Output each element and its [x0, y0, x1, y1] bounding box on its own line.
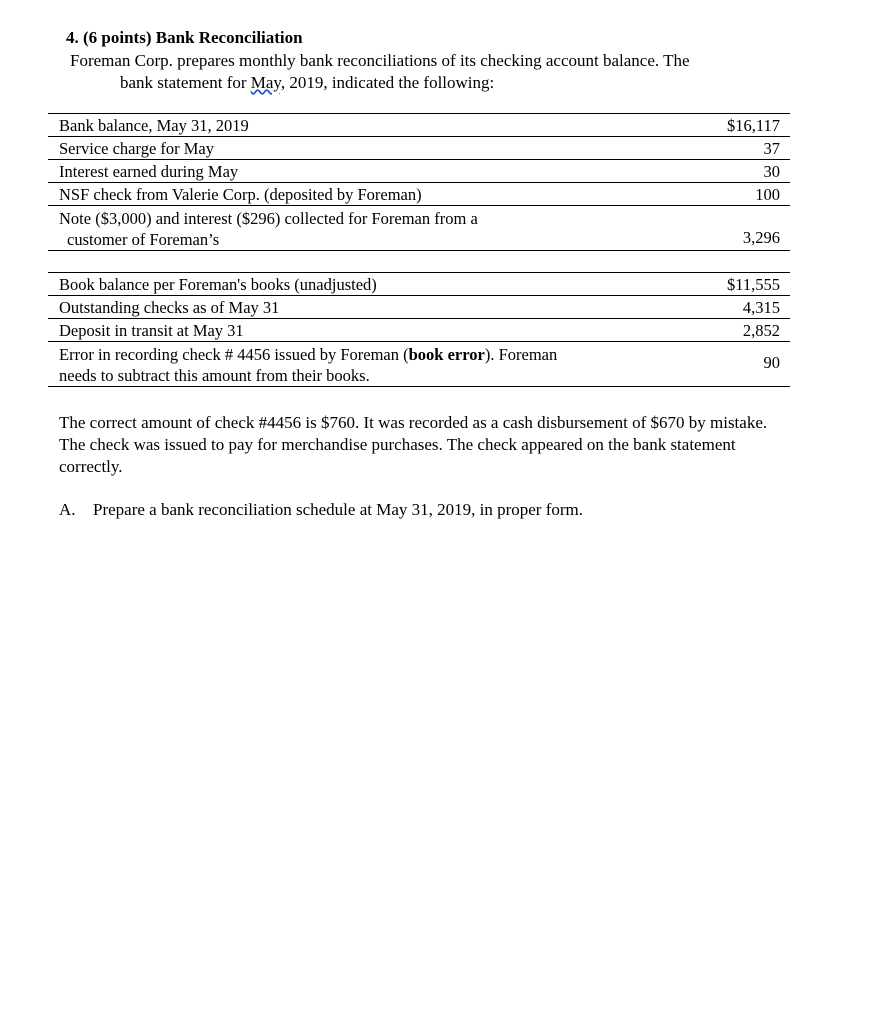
note-label: [59, 208, 478, 250]
row-amount: $11,555: [726, 275, 780, 294]
table-row: [48, 319, 790, 342]
row-label: Outstanding checks as of May 31: [59, 298, 280, 317]
row-label: Service charge for May: [59, 139, 215, 158]
row-amount: 30: [763, 162, 780, 181]
error-line-2: needs to subtract this amount from their books.: [59, 366, 370, 385]
note-line-1: Note ($3,000) and interest ($296) collected for Foreman from a: [59, 209, 478, 228]
row-amount: 2,852: [742, 321, 780, 340]
intro-line-2: [120, 72, 494, 94]
error-line-1-start: Error in recording check # 4456 issued by Foreman (: [59, 345, 409, 364]
table-row: [48, 114, 790, 137]
table-row: [48, 160, 790, 183]
error-line-1-bold: book error: [408, 345, 485, 364]
table-row: [48, 273, 790, 296]
row-amount: 100: [755, 185, 780, 204]
row-amount: $16,117: [726, 116, 780, 135]
question-text: Prepare a bank reconciliation schedule at May 31, 2019, in proper form.: [93, 500, 584, 519]
row-label: Book balance per Foreman's books (unadjusted): [59, 275, 377, 294]
problem-title: 4. (6 points) Bank Reconciliation: [66, 28, 303, 47]
table-row: [48, 296, 790, 319]
row-label: NSF check from Valerie Corp. (deposited by Foreman): [59, 185, 422, 204]
error-line-1-end: ). Foreman: [484, 345, 558, 364]
row-label: Interest earned during May: [59, 162, 239, 181]
table-row: [48, 137, 790, 160]
question-letter: A.: [59, 500, 76, 519]
bank-statement-table: [48, 113, 790, 251]
intro-month-flagged: May,: [250, 73, 286, 92]
note-line-2: customer of Foreman’s: [67, 230, 220, 249]
intro-line-2-end: 2019, indicated the following:: [285, 73, 495, 92]
table-row: [48, 183, 790, 206]
row-label: Bank balance, May 31, 2019: [59, 116, 249, 135]
intro-line-1: Foreman Corp. prepares monthly bank reconciliations of its checking account balance. The: [70, 51, 690, 70]
explanation-paragraph: [59, 412, 779, 478]
book-records-table: [48, 272, 790, 387]
error-amount: 90: [763, 353, 780, 372]
error-label: [59, 344, 557, 386]
row-amount: 4,315: [742, 298, 780, 317]
table-row-note: [48, 206, 790, 251]
table-row-error: [48, 342, 790, 387]
row-label: Deposit in transit at May 31: [59, 321, 244, 340]
question-a: [59, 499, 583, 521]
explanation-text: The correct amount of check #4456 is $760. It was recorded as a cash disbursement of $670 by mistake. The check was issued to pay for merchandise purchases. The check appeared on the bank statement correctly.: [59, 413, 768, 476]
row-amount: 37: [763, 139, 780, 158]
note-amount: 3,296: [742, 228, 780, 247]
intro-line-2-start: bank statement for: [120, 73, 251, 92]
